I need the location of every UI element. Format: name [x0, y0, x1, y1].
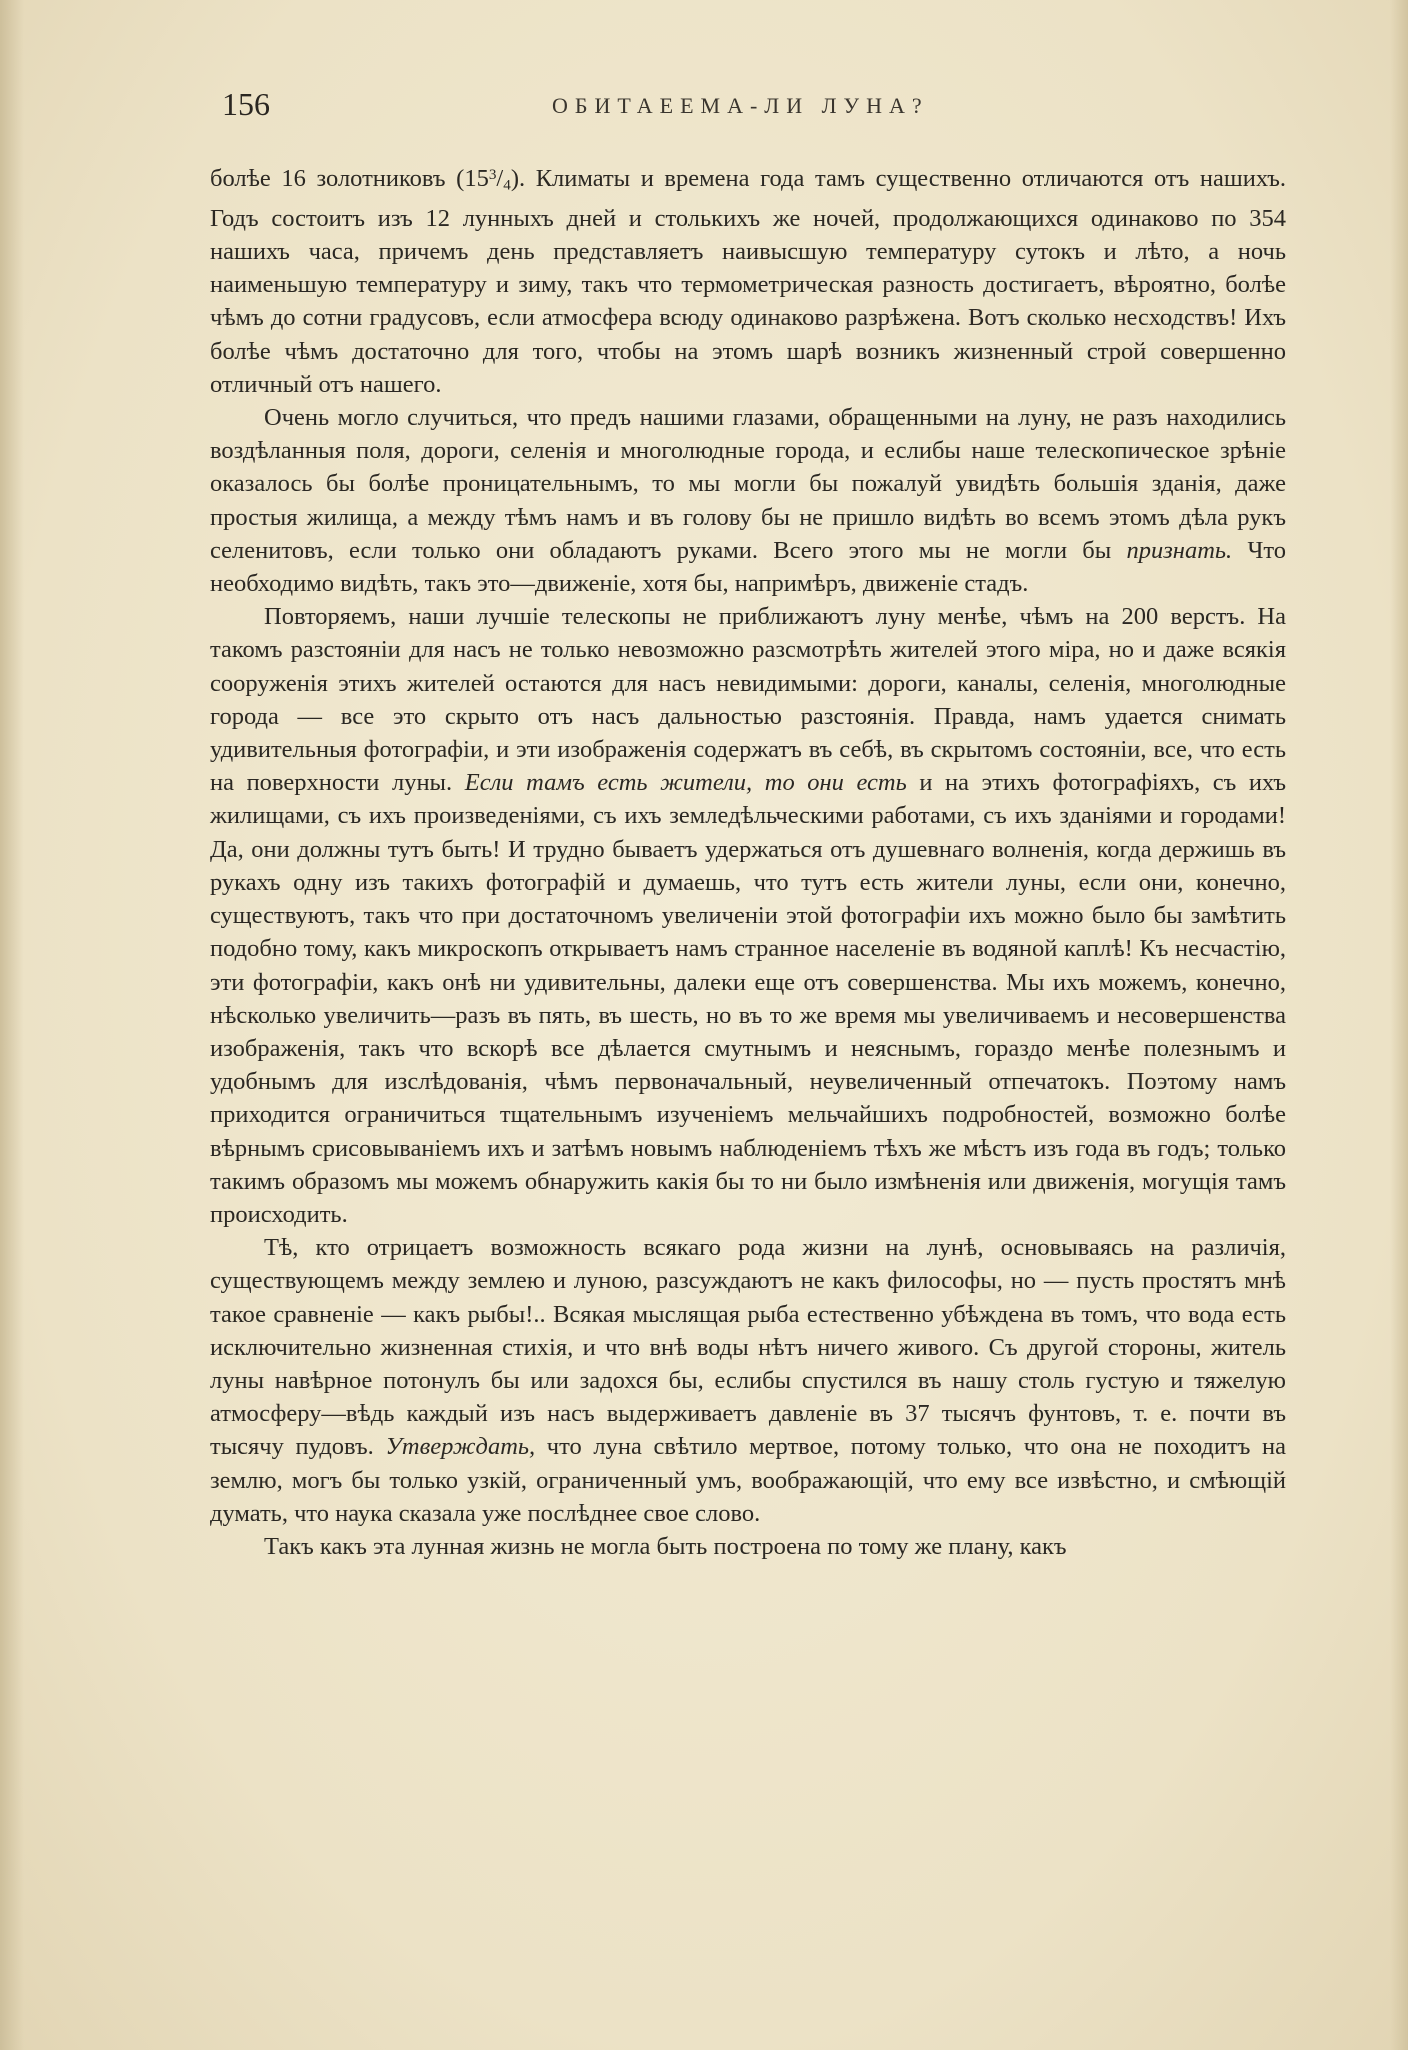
page-number: 156 — [222, 86, 270, 122]
emphasis-text: Утверждать, — [385, 1433, 536, 1461]
emphasis-text: Если тамъ есть жители, то они есть — [464, 769, 907, 797]
fraction-slash: / — [496, 164, 504, 192]
paragraph-text: Очень могло случиться, что предъ нашими глазами, обращенными на луну, не разъ находились воздѣланныя поля, дороги, селенія и многолюдные города, и еслибы наше телескопическое зрѣніе оказалось бы болѣе проницательнымъ, то мы могли бы пожалуй увидѣть большія зданія, даже простыя жилища, а между тѣмъ намъ и въ голову бы не пришло видѣть во всемъ этомъ дѣла рукъ селенитовъ, если только они обладаютъ руками. Всего этого мы не могли бы — [210, 404, 1286, 564]
paragraph-text: ). Климаты и времена года тамъ существенно отличаются отъ нашихъ. Годъ состоитъ изъ 12 лунныхъ дней и столькихъ же ночей, продолжающихся одинаково по 354 нашихъ часа, причемъ день представляетъ наивысшую температуру сутокъ и лѣто, а ночь наименьшую температуру и зиму, такъ что термометрическая разность достигаетъ, вѣроятно, болѣе чѣмъ до сотни градусовъ, если атмосфера всюду одинаково разрѣжена. Вотъ сколько несходствъ! Ихъ болѣе чѣмъ достаточно для того, чтобы на этомъ шарѣ возникъ жизненный строй совершенно отличный отъ нашего. — [210, 164, 1286, 398]
fraction-denominator: 4 — [503, 176, 511, 194]
running-title: ОБИТАЕЕМА-ЛИ ЛУНА? — [552, 93, 929, 118]
paragraph-text: Такъ какъ эта лунная жизнь не могла быть построена по тому же плану, какъ — [264, 1532, 1067, 1560]
page-edge-shadow-right — [1390, 0, 1408, 2050]
paragraph-text: и на этихъ фотографіяхъ, съ ихъ жилищами, съ ихъ произведеніями, съ ихъ земледѣльческими работами, съ ихъ зданіями и городами! Да, они должны тутъ быть! И трудно бываетъ удержаться отъ душевнаго волненія, когда держишь въ рукахъ одну изъ такихъ фотографій и думаешь, что тутъ есть жители луны, если они, конечно, существуютъ, такъ что при достаточномъ увеличеніи этой фотографіи ихъ можно было бы замѣтить подобно тому, какъ микроскопъ открываетъ намъ странное населеніе въ водяной каплѣ! Къ несчастію, эти фотографіи, какъ онѣ ни удивительны, далеки еще отъ совершенства. Мы ихъ можемъ, конечно, нѣсколько увеличить—разъ въ пять, въ шесть, но въ то же время мы увеличиваемъ и несовершенства изображенія, такъ что вскорѣ все дѣлается смутнымъ и неяснымъ, гораздо менѣе полезнымъ и удобнымъ для изслѣдованія, чѣмъ первоначальный, неувеличенный отпечатокъ. Поэтому намъ приходится ограничиться тщательнымъ изученіемъ мельчайшихъ подробностей, возможно болѣе вѣрнымъ срисовываніемъ ихъ и затѣмъ новымъ наблюденіемъ тѣхъ же мѣстъ изъ года въ годъ; только такимъ образомъ мы можемъ обнаружить какія бы то ни было измѣненія или движенія, могущія тамъ происходить. — [210, 769, 1286, 1228]
paragraph — [210, 158, 1286, 401]
paragraph — [210, 1530, 1286, 1563]
paragraph-text: Что необходимо видѣть, такъ это—движеніе, хотя бы, напримѣръ, движеніе стадъ. — [210, 536, 1286, 598]
paragraph-text: болѣе 16 золотниковъ (15 — [210, 164, 489, 192]
paragraph-text: Тѣ, кто отрицаетъ возможность всякаго рода жизни на лунѣ, основываясь на различія, существующемъ между землею и луною, разсуждаютъ не какъ философы, но — пусть простятъ мнѣ такое сравненіе — какъ рыбы!.. Всякая мыслящая рыба естественно убѣждена въ томъ, что вода есть исключительно жизненная стихія, и что внѣ воды нѣтъ ничего живого. Съ другой стороны, житель луны навѣрное потонулъ бы или задохся бы, еслибы спустился въ нашу столь густую и тяжелую атмосферу—вѣдь каждый изъ насъ выдерживаетъ давленіе въ 37 тысячъ фунтовъ, т. е. почти въ тысячу пудовъ. — [210, 1234, 1286, 1461]
paragraph — [210, 600, 1286, 1231]
paragraph-text: что луна свѣтило мертвое, потому только, что она не походитъ на землю, могъ бы только узкій, ограниченный умъ, воображающій, что ему все извѣстно, и смѣющій думать, что наука сказала уже послѣднее свое слово. — [210, 1433, 1286, 1527]
emphasis-text: признать. — [1126, 536, 1233, 564]
page-header — [222, 84, 1252, 128]
page-edge-shadow-left — [0, 0, 24, 2050]
paragraph — [210, 401, 1286, 600]
paragraph-text: Повторяемъ, наши лучшіе телескопы не приближаютъ луну менѣе, чѣмъ на 200 верстъ. На такомъ разстояніи для насъ не только невозможно разсмотрѣть жителей этого міра, но и даже всякія сооруженія этихъ жителей остаются для насъ невидимыми: дороги, каналы, селенія, многолюдные города — все это скрыто отъ насъ дальностью разстоянія. Правда, намъ удается снимать удивительныя фотографіи, и эти изображенія содержатъ въ себѣ, въ скрытомъ состояніи, все, что есть на поверхности луны. — [210, 603, 1286, 797]
body-text — [210, 158, 1286, 1563]
paragraph — [210, 1231, 1286, 1530]
fraction-numerator: 3 — [488, 166, 497, 183]
